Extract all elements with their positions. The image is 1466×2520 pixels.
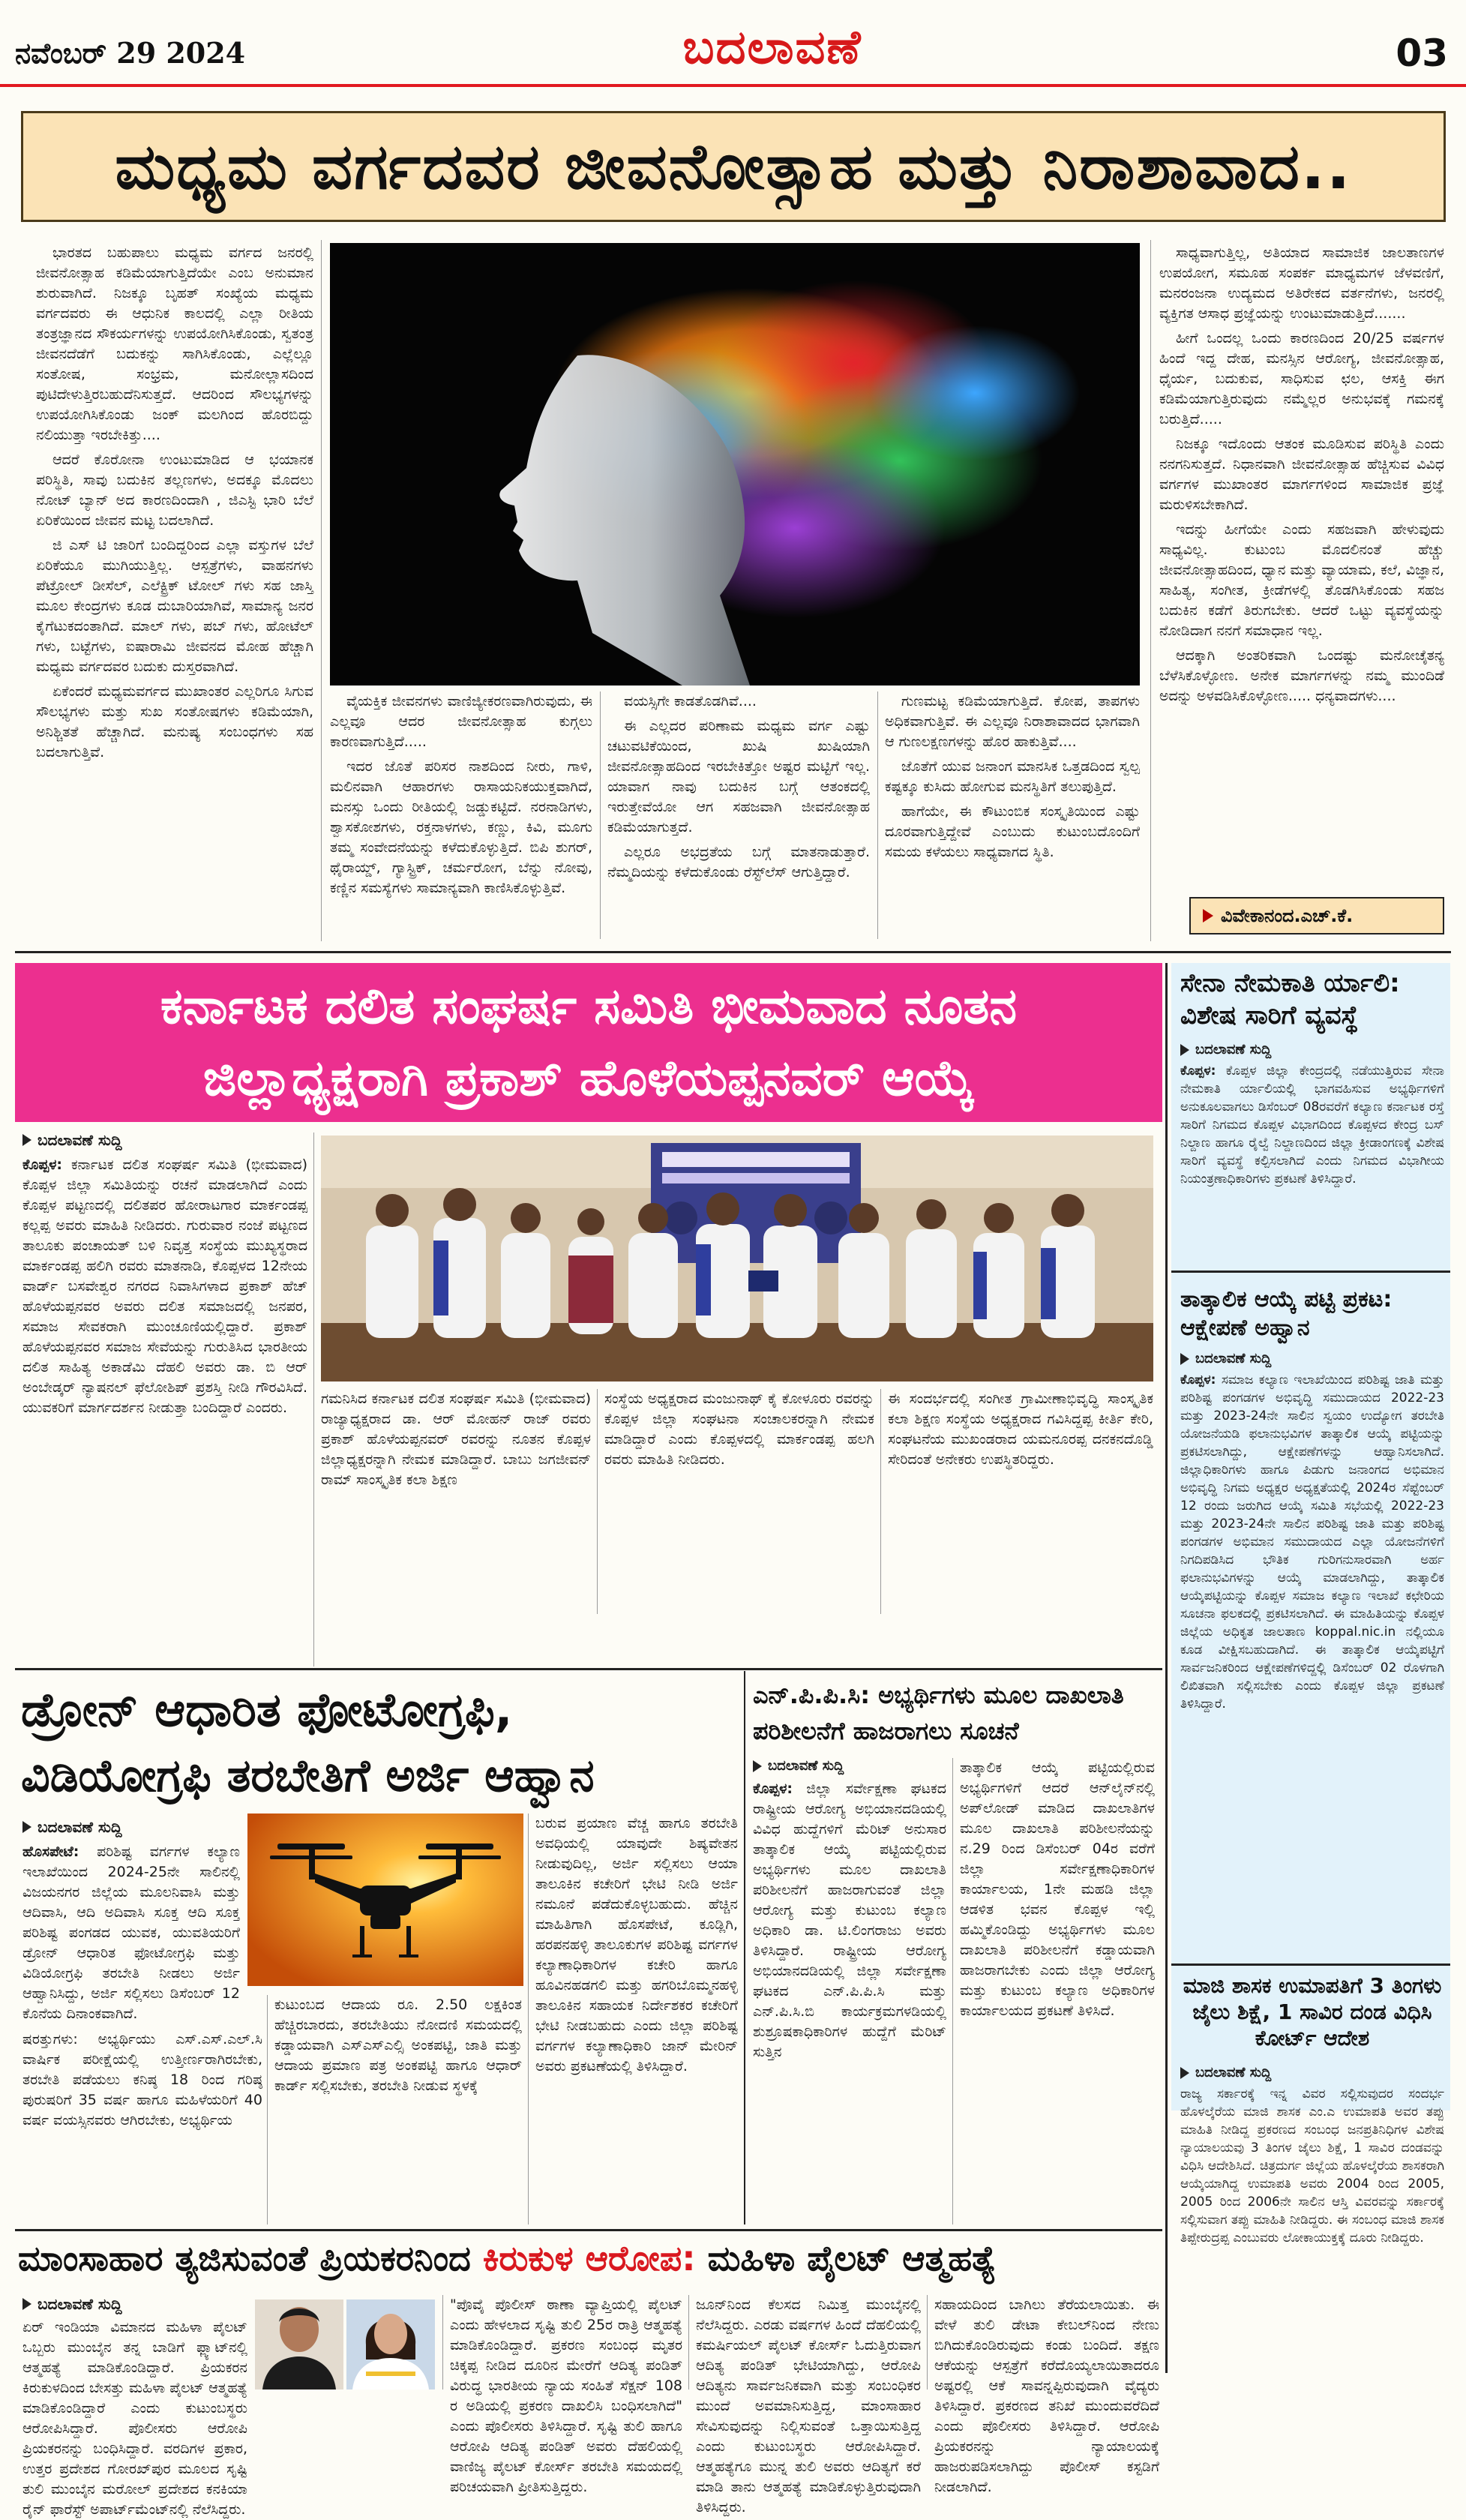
sidebar-story-3-body: ರಾಜ್ಯ ಸರ್ಕಾರಕ್ಕೆ ಇನ್ನ ವಿವರ ಸಲ್ಲಿಸುವುದರ ಸಂದರ್ಭ ಹೊಳಲ್ಕೆರೆಯ ಮಾಜಿ ಶಾಸಕ ಎಂ.ಎ ಉಮಾಪತಿ ಅವರ ತಪ್ಪು ಮಾಹಿತಿ ನೀಡಿದ್ದ ಪ್ರಕರಣದ ಸಂಬಂಧ ಜನಪ್ರತಿನಿಧಿಗಳ ವಿಶೇಷ ನ್ಯಾಯಾಲಯವು 3 ತಿಂಗಳ ಜೈಲು ಶಿಕ್ಷೆ, 1 ಸಾವಿರ ದಂಡವನ್ನು ವಿಧಿಸಿ ಆದೇಶಿಸಿದೆ. ಚಿತ್ರದುರ್ಗ ಜಿಲ್ಲೆಯ ಹೊಳಲ್ಕೆರೆಯ ಶಾಸಕರಾಗಿ ಆಯ್ಕೆಯಾಗಿದ್ದ ಉಮಾಪತಿ ಅವರು 2004 ರಿಂದ 2005, 2005 ರಿಂದ 2006ನೇ ಸಾಲಿನ ಆಸ್ತಿ ವಿವರವನ್ನು ಸರ್ಕಾರಕ್ಕೆ ಸಲ್ಲಿಸುವಾಗ ತಪ್ಪು ಮಾಹಿತಿ ನೀಡಿದ್ದರು. ಈ ಸಂಬಂಧ ಮಾಜಿ ಶಾಸಕ ತಿಪ್ಪೇರುದ್ರಪ್ಪ ಎಂಬುವರು ಲೋಕಾಯುಕ್ತಕ್ಕೆ ದೂರು ನೀಡಿದ್ದರು. <box>1180 2086 1444 2246</box>
column-rule <box>927 2295 928 2390</box>
pilot-headline <box>18 2238 1162 2280</box>
byline-triangle-icon <box>22 1821 31 1833</box>
page-number: 03 <box>1396 32 1448 75</box>
nppc-body-left: ಕೊಪ್ಪಳ: ಜಿಲ್ಲಾ ಸರ್ವೇಕ್ಷಣಾ ಘಟಕದ ರಾಷ್ಟ್ರೀಯ ಆರೋಗ್ಯ ಅಭಿಯಾನದಡಿಯಲ್ಲಿ ವಿವಿಧ ಹುದ್ದೆಗಳಿಗೆ ಮೆರಿಟ್ ಅನುಸಾರ ತಾತ್ಕಾಲಿಕ ಆಯ್ಕೆ ಪಟ್ಟಿಯಲ್ಲಿರುವ ಅಭ್ಯರ್ಥಿಗಳು ಮೂಲ ದಾಖಲಾತಿ ಪರಿಶೀಲನೆಗೆ ಹಾಜರಾಗುವಂತೆ ಜಿಲ್ಲಾ ಆರೋಗ್ಯ ಮತ್ತು ಕುಟುಂಬ ಕಲ್ಯಾಣ ಅಧಿಕಾರಿ ಡಾ. ಟಿ.ಲಿಂಗರಾಜು ಅವರು ತಿಳಿಸಿದ್ದಾರೆ. ರಾಷ್ಟ್ರೀಯ ಆರೋಗ್ಯ ಅಭಿಯಾನದಡಿಯಲ್ಲಿ ಜಿಲ್ಲಾ ಸರ್ವೇಕ್ಷಣಾ ಘಟಕದ ಎನ್.ಪಿ.ಪಿ.ಸಿ ಮತ್ತು ಎನ್.ಪಿ.ಸಿ.ಬಿ ಕಾರ್ಯಕ್ರಮಗಳಡಿಯಲ್ಲಿ ಶುಶ್ರೂಷಕಾಧಿಕಾರಿಗಳ ಹುದ್ದೆಗೆ ಮೆರಿಟ್ ಸುತ್ತಿನ <box>753 1780 946 2060</box>
drone-headline-line-1: ಡ್ರೋನ್ ಆಧಾರಿತ ಫೋಟೋಗ್ರಫಿ, <box>21 1682 513 1737</box>
lead-column-5: ಸಾಧ್ಯವಾಗುತ್ತಿಲ್ಲ, ಅತಿಯಾದ ಸಾಮಾಜಿಕ ಜಾಲತಾಣಗಳ ಉಪಯೋಗ, ಸಮೂಹ ಸಂಪರ್ಕ ಮಾಧ್ಯಮಗಳ ಜೆಳವಣಿಗೆ, ಮನರಂಜನಾ ಉದ್ಯಮದ ಅತಿರೇಕದ ವರ್ತನೆಗಳು, ಜನರಲ್ಲಿ ವ್ಯಕ್ತಿಗತ ಆಸಾಧ ಪ್ರಜ್ಞೆಯನ್ನು ಉಂಟುಮಾಡುತ್ತಿದೆ....... ಹೀಗೆ ಒಂದಲ್ಲ ಒಂದು ಕಾರಣದಿಂದ 20/25 ವರ್ಷಗಳ ಹಿಂದೆ ಇದ್ದ ದೇಹ, ಮನಸ್ಸಿನ ಆರೋಗ್ಯ, ಜೀವನೋತ್ಸಾಹ, ಧೈರ್ಯ, ಬದುಕುವ, ಸಾಧಿಸುವ ಛಲ, ಆಸಕ್ತಿ ಈಗ ಕಡಿಮೆಯಾಗುತ್ತಿರುವುದು ನಮ್ಮೆಲ್ಲರ ಅನುಭವಕ್ಕೆ ಗಮನಕ್ಕೆ ಬರುತ್ತಿದೆ..... ನಿಜಕ್ಕೂ ಇದೊಂದು ಆತಂಕ ಮೂಡಿಸುವ ಪರಿಸ್ಥಿತಿ ಎಂದು ನನಗನಿಸುತ್ತದೆ. ನಿಧಾನವಾಗಿ ಜೀವನೋತ್ಸಾಹ ಹೆಚ್ಚಿಸುವ ವಿವಿಧ ವರ್ಗಗಳ ಮುಖಾಂತರ ಮಾರ್ಗಗಳಿಂದ ಸಾಮಾಜಿಕ ಪ್ರಜ್ಞೆ ಮರುಳಿಸಬೇಕಾಗಿದೆ. ಇದನ್ನು ಹೀಗೆಯೇ ಎಂದು ಸಹಜವಾಗಿ ಹೇಳುವುದು ಸಾಧ್ಯವಿಲ್ಲ. ಕುಟುಂಬ ಮೊದಲಿನಂತೆ ಹೆಚ್ಚು ಜೀವನೋತ್ಸಾಹದಿಂದ, ಧ್ಯಾನ ಮತ್ತು ವ್ಯಾಯಾಮ, ಕಲೆ, ವಿಜ್ಞಾನ, ಸಾಹಿತ್ಯ, ಸಂಗೀತ, ಕ್ರೀಡೆಗಳಲ್ಲಿ ತೊಡಗಿಸಿಕೊಂಡು ಸಹಜ ಬದುಕಿನ ಕಡೆಗೆ ತಿರುಗಬೇಕು. ಆದರೆ ಒಟ್ಟು ವ್ಯವಸ್ಥೆಯನ್ನು ನೋಡಿದಾಗ ನನಗೆ ಸಮಾಧಾನ ಇಲ್ಲ. ಆದಕ್ಕಾಗಿ ಅಂತರಿಕವಾಗಿ ಒಂದಷ್ಟು ಮನೋಚೈತನ್ಯ ಬೆಳೆಸಿಕೊಳ್ಳೋಣ. ಅನೇಕ ಮಾರ್ಗಗಳನ್ನು ನಮ್ಮ ಮುಂದಿಡೆ ಅದನ್ನು ಅಳವಡಿಸಿಕೊಳ್ಳೋಣ..... ಧನ್ಯವಾದಗಳು.... <box>1159 244 1444 704</box>
nppc-headline-line-1: ಎನ್.ಪಿ.ಪಿ.ಸಿ: ಅಭ್ಯರ್ಥಿಗಳು ಮೂಲ ದಾಖಲಾತಿ <box>753 1681 1124 1709</box>
sidebar-story-1-byline: ಬದಲಾವಣೆ ಸುದ್ದಿ <box>1180 1042 1444 1058</box>
byline-triangle-icon <box>1180 1353 1189 1365</box>
column-rule <box>952 1758 953 2224</box>
dss-body-right: ಈ ಸಂದರ್ಭದಲ್ಲಿ ಸಂಗೀತ ಗ್ರಾಮೀಣಾಭಿವೃದ್ಧಿ ಸಾಂಸ್ಕೃತಿಕ ಕಲಾ ಶಿಕ್ಷಣ ಸಂಸ್ಥೆಯ ಅಧ್ಯಕ್ಷರಾದ ಗವಿಸಿದ್ದಪ್ಪ ಕೀರ್ತಿ ಕೇರಿ, ಸಂಘಟನೆಯ ಮುಖಂಡರಾದ ಯಮನೂರಪ್ಪ ದನಕನದೊಡ್ಡಿ ಸೇರಿದಂತೆ ಅನೇಕರು ಉಪಸ್ಥಿತರಿದ್ದರು. <box>888 1390 1153 1468</box>
nppc-body-right: ತಾತ್ಕಾಲಿಕ ಆಯ್ಕೆ ಪಟ್ಟಿಯಲ್ಲಿರುವ ಅಭ್ಯರ್ಥಿಗಳಿಗೆ ಆದರೆ ಆನ್‌ಲೈನ್‌ನಲ್ಲಿ ಅಪ್‌ಲೋಡ್ ಮಾಡಿದ ದಾಖಲಾತಿಗಳ ಮೂಲ ದಾಖಲಾತಿ ಪರಿಶೀಲನೆಯನ್ನು ನ.29 ರಿಂದ ಡಿಸೆಂಬರ್ 04ರ ವರೆಗೆ ಜಿಲ್ಲಾ ಸರ್ವೇಕ್ಷಣಾಧಿಕಾರಿಗಳ ಕಾರ್ಯಾಲಯ, 1ನೇ ಮಹಡಿ ಜಿಲ್ಲಾ ಆಡಳಿತ ಭವನ ಕೊಪ್ಪಳ ಇಲ್ಲಿ ಹಮ್ಮಿಕೊಂಡಿದ್ದು ಅಭ್ಯರ್ಥಿಗಳು ಮೂಲ ದಾಖಲಾತಿ ಪರಿಶೀಲನೆಗೆ ಕಡ್ಡಾಯವಾಗಿ ಹಾಜರಾಗಬೇಕು ಎಂದು ಜಿಲ್ಲಾ ಆರೋಗ್ಯ ಮತ್ತು ಕುಟುಂಬ ಕಲ್ಯಾಣ ಅಧಿಕಾರಿಗಳ ಕಾರ್ಯಾಲಯದ ಪ್ರಕಟಣೆ ತಿಳಿಸಿದೆ. <box>960 1760 1155 2019</box>
drone-photo <box>247 1814 523 1986</box>
dss-body-mid: ಗಮನಿಸಿದ ಕರ್ನಾಟಕ ದಲಿತ ಸಂಘರ್ಷ ಸಮಿತಿ (ಭೀಮವಾದ) ರಾಜ್ಯಾಧ್ಯಕ್ಷರಾದ ಡಾ. ಆರ್ ಮೋಹನ್ ರಾಜ್ ರವರು ಪ್ರಕಾಶ್ ಹೊಳೆಯಪ್ಪನವರ್ ರವರನ್ನು ನೂತನ ಕೊಪ್ಪಳ ಜಿಲ್ಲಾಧ್ಯಕ್ಷರನ್ನಾಗಿ ನೇಮಕ ಮಾಡಿದ್ದಾರೆ. ಬಾಬು ಜಗಜೀವನ್ ರಾಮ್ ಸಾಂಸ್ಕೃತಿಕ ಕಲಾ ಶಿಕ್ಷಣ <box>321 1390 591 1488</box>
column-rule <box>313 1132 314 1666</box>
pilot-byline: ಬದಲಾವಣೆ ಸುದ್ದಿ <box>22 2295 122 2313</box>
column-rule <box>528 1814 529 2224</box>
sidebar-story-3-byline: ಬದಲಾವಣೆ ಸುದ್ದಿ <box>1180 2065 1444 2080</box>
lead-photo-mind-colors <box>330 243 1140 686</box>
author-triangle-icon <box>1203 909 1213 922</box>
drone-body-mid: ಕುಟುಂಬದ ಆದಾಯ ರೂ. 2.50 ಲಕ್ಷಕಿಂತ ಹೆಚ್ಚಿರಬಾರದು, ತರಬೇತಿಯು ನೋದಣಿ ಸಮಯದಲ್ಲಿ ಕಡ್ಡಾಯವಾಗಿ ಎಸ್ಎಸ್ಎಲ್ಸಿ ಅಂಕಪಟ್ಟಿ, ಜಾತಿ ಮತ್ತು ಆದಾಯ ಪ್ರಮಾಣ ಪತ್ರ ಅಂಕಪಟ್ಟಿ ಹಾಗೂ ಆಧಾರ್ ಕಾರ್ಡ್ ಸಲ್ಲಿಸಬೇಕು, ತರಬೇತಿ ನೀಡುವ ಸ್ಥಳಕ್ಕೆ <box>274 1996 522 2094</box>
sidebar-story-2-byline: ಬದಲಾವಣೆ ಸುದ್ದಿ <box>1180 1351 1444 1366</box>
sidebar-story-1 <box>1180 968 1444 1250</box>
page-header <box>0 0 1466 88</box>
pilot-headline-part-a: ಮಾಂಸಾಹಾರ ತ್ಯಜಿಸುವಂತೆ ಪ್ರಿಯಕರನಿಂದ <box>18 2238 483 2278</box>
masthead-logo: ಬದಲಾವಣೆ <box>682 20 862 74</box>
column-rule <box>877 692 878 939</box>
pilot-photo-victim <box>346 2300 435 2390</box>
sidebar-story-2-headline: ತಾತ್ಕಾಲಿಕ ಆಯ್ಕೆ ಪಟ್ಟಿ ಪ್ರಕಟ: ಆಕ್ಷೇಪಣೆ ಅಹ್ವಾನ <box>1180 1286 1393 1341</box>
column-rule <box>688 2295 689 2390</box>
sidebar-divider <box>1171 1964 1450 1966</box>
column-rule <box>600 692 601 939</box>
byline-triangle-icon <box>22 2298 31 2310</box>
drone-headline-line-2: ವಿಡಿಯೋಗ್ರಫಿ ತರಬೇತಿಗೆ ಅರ್ಜಿ ಆಹ್ವಾನ <box>21 1750 595 1802</box>
section-divider <box>15 2229 1162 2231</box>
sidebar-story-3-headline: ಮಾಜಿ ಶಾಸಕ ಉಮಾಪತಿಗೆ 3 ತಿಂಗಳು ಜೈಲು ಶಿಕ್ಷೆ, 1 ಸಾವಿರ ದಂಡ ವಿಧಿಸಿ ಕೋರ್ಟ್ ಆದೇಶ <box>1183 1973 1442 2050</box>
nppc-byline: ಬದಲಾವಣೆ ಸುದ್ದಿ <box>753 1758 844 1774</box>
column-rule <box>597 1389 598 1614</box>
drone-byline: ಬದಲಾವಣೆ ಸುದ್ದಿ <box>22 1818 122 1836</box>
pilot-body-left: ಏರ್ ಇಂಡಿಯಾ ವಿಮಾನದ ಮಹಿಳಾ ಪೈಲಟ್ ಒಬ್ಬರು ಮುಂಬೈನ ತನ್ನ ಬಾಡಿಗೆ ಫ್ಲ್ಯಾಟ್‌ನಲ್ಲಿ ಆತ್ಮಹತ್ಯೆ ಮಾಡಿಕೊಂಡಿದ್ದಾರೆ. ಪ್ರಿಯಕರನ ಕಿರುಕುಳದಿಂದ ಬೇಸತ್ತು ಮಹಿಳಾ ಪೈಲಟ್ ಆತ್ಮಹತ್ಯೆ ಮಾಡಿಕೊಂಡಿದ್ದಾರೆ ಎಂದು ಕುಟುಂಬಸ್ಥರು ಆರೋಪಿಸಿದ್ದಾರೆ. ಪೊಲೀಸರು ಆರೋಪಿ ಪ್ರಿಯಕರನನ್ನು ಬಂಧಿಸಿದ್ದಾರೆ. ವರದಿಗಳ ಪ್ರಕಾರ, ಉತ್ತರ ಪ್ರದೇಶದ ಗೋರಖ್‌ಪುರ ಮೂಲದ ಸೃಷ್ಟಿ ತುಲಿ ಮುಂಬೈನ ಮರೋಲ್ ಪ್ರದೇಶದ ಕನಕಿಯಾ ರೈನ್ ಫಾರೆಸ್ಟ್ ಅಪಾರ್ಟ್‌ಮೆಂಟ್‌ನಲ್ಲಿ ನೆಲೆಸಿದ್ದರು. <box>22 2319 247 2518</box>
dss-body-mid-2: ಸಂಸ್ಥೆಯ ಅಧ್ಯಕ್ಷರಾದ ಮಂಜುನಾಥ್ ಕೈ ಕೋಳೂರು ರವರನ್ನು ಕೊಪ್ಪಳ ಜಿಲ್ಲಾ ಸಂಘಟನಾ ಸಂಚಾಲಕರನ್ನಾಗಿ ನೇಮಕ ಮಾಡಿದ್ದಾರೆ ಎಂದು ಕೊಪ್ಪಳದಲ್ಲಿ ಮಾರ್ಕಂಡಪ್ಪ ಹಲಗಿ ರವರು ಮಾಹಿತಿ ನೀಡಿದರು. <box>604 1390 874 1468</box>
author-credit <box>1189 897 1444 934</box>
byline-triangle-icon <box>1180 1044 1189 1056</box>
column-rule <box>321 240 322 941</box>
dss-body-left: ಕೊಪ್ಪಳ: ಕರ್ನಾಟಕ ದಲಿತ ಸಂಘರ್ಷ ಸಮಿತಿ (ಭೀಮವಾದ) ಕೊಪ್ಪಳ ಜಿಲ್ಲಾ ಸಮಿತಿಯನ್ನು ರಚನೆ ಮಾಡಲಾಗಿದೆ ಎಂದು ಕೊಪ್ಪಳ ಪಟ್ಟಣದಲ್ಲಿ ದಲಿತಪರ ಹೋರಾಟಗಾರ ಮಾರ್ಕಂಡಪ್ಪ ಕಲ್ಲಪ್ಪ ಅವರು ಮಾಹಿತಿ ನೀಡಿದರು. ಗುರುವಾರ ನಂಜೆ ಪಟ್ಟಣದ ತಾಲೂಕು ಪಂಚಾಯತ್ ಬಳಿ ನಿವೃತ್ತ ಸಂಸ್ಥೆಯ ಮುಖ್ಯಸ್ಥರಾದ ಮಾರ್ಕಂಡಪ್ಪ ಹಲಿಗಿ ರವರು ಮಾತನಾಡಿ, ಕೊಪ್ಪಳದ 12ನೇಯ ವಾರ್ಡ್ ಬಸವೇಶ್ವರ ನಗರದ ನಿವಾಸಿಗಳಾದ ಪ್ರಕಾಶ್ ಹೆಚ್ ಹೊಳೆಯಪ್ಪನವರ ಅವರು ದಲಿತ ಸಮಾಜದಲ್ಲಿ ಜನಪರ, ಸಮಾಜ ಸೇವಕರಾಗಿ ಮುಂಚೂಣಿಯಲ್ಲಿದ್ದಾರೆ. ಪ್ರಕಾಶ್ ಹೊಳೆಯಪ್ಪನವರ ಸಮಾಜ ಸೇವೆಯನ್ನು ಗುರುತಿಸಿದ ಭಾರತೀಯ ದಲಿತ ಸಾಹಿತ್ಯ ಅಕಾಡೆಮಿ ದೆಹಲಿ ಅವರು ಡಾ. ಬಿ ಆರ್ ಅಂಬೇಡ್ಕರ್ ನ್ಯಾಷನಲ್ ಫೆಲೋಶಿಪ್ ಪ್ರಶಸ್ತಿ ನೀಡಿ ಗೌರವಿಸಿದೆ. ಯುವಕರಿಗೆ ಮಾರ್ಗದರ್ಶನ ನೀಡುತ್ತಾ ಬಂದಿದ್ದಾರೆ ಎಂದರು. <box>22 1156 307 1416</box>
sidebar-story-1-body: ಕೊಪ್ಪಳ: ಕೊಪ್ಪಳ ಜಿಲ್ಲಾ ಕೇಂದ್ರದಲ್ಲಿ ನಡೆಯುತ್ತಿರುವ ಸೇನಾ ನೇಮಕಾತಿ ರ್ಯಾಲಿಯಲ್ಲಿ ಭಾಗವಹಿಸುವ ಅಭ್ಯರ್ಥಿಗಳಿಗೆ ಅನುಕೂಲವಾಗಲು ಡಿಸೆಂಬರ್ 08ರವರೆಗೆ ಕಲ್ಯಾಣ ಕರ್ನಾಟಕ ರಸ್ತೆ ಸಾರಿಗೆ ನಿಗಮದ ಕೊಪ್ಪಳ ವಿಭಾಗದಿಂದ ಕೊಪ್ಪಳದ ಕೇಂದ್ರ ಬಸ್ ನಿಲ್ದಾಣ ಹಾಗೂ ರೈಲ್ವೆ ನಿಲ್ದಾಣದಿಂದ ಜಿಲ್ಲಾ ಕ್ರೀಡಾಂಗಣಕ್ಕೆ ವಿಶೇಷ ಸಾರಿಗೆ ವ್ಯವಸ್ಥೆ ಕಲ್ಪಿಸಲಾಗಿದೆ ಎಂದು ನಿಗಮದ ವಿಭಾಗೀಯ ನಿಯಂತ್ರಣಾಧಿಕಾರಿಗಳು ಪ್ರಕಟಣೆ ತಿಳಿಸಿದ್ದಾರೆ. <box>1180 1064 1444 1186</box>
dss-headline-line-1: ಕರ್ನಾಟಕ ದಲಿತ ಸಂಘರ್ಷ ಸಮಿತಿ ಭೀಮವಾದ ನೂತನ <box>160 977 1018 1035</box>
woman-pilot-portrait-illustration <box>346 2300 435 2390</box>
byline-triangle-icon <box>22 1134 31 1146</box>
sidebar-story-1-headline: ಸೇನಾ ನೇಮಕಾತಿ ರ್ಯಾಲಿ: ವಿಶೇಷ ಸಾರಿಗೆ ವ್ಯವಸ್ಥೆ <box>1180 968 1400 1030</box>
sidebar-story-2-body: ಕೊಪ್ಪಳ: ಸಮಾಜ ಕಲ್ಯಾಣ ಇಲಾಖೆಯಿಂದ ಪರಿಶಿಷ್ಟ ಜಾತಿ ಮತ್ತು ಪರಿಶಿಷ್ಟ ಪಂಗಡಗಳ ಅಭಿವೃದ್ಧಿ ಸಮುದಾಯದ 2022-23 ಮತ್ತು 2023-24ನೇ ಸಾಲಿನ ಸ್ವಯಂ ಉದ್ಯೋಗ ತರಬೇತಿ ಯೋಜನೆಯಡಿ ಫಲಾನುಭವಿಗಳ ತಾತ್ಕಾಲಿಕ ಆಯ್ಕೆ ಪಟ್ಟಿಯನ್ನು ಪ್ರಕಟಿಸಲಾಗಿದ್ದು, ಆಕ್ಷೇಪಣೆಗಳನ್ನು ಆಹ್ವಾನಿಸಲಾಗಿದೆ. ಜಿಲ್ಲಾಧಿಕಾರಿಗಳು ಹಾಗೂ ಪಿಡುಗು ಜನಾಂಗದ ಅಭಿಮಾನ ಅಭಿವೃದ್ಧಿ ನಿಗಮ ಅಧ್ಯಕ್ಷರ ಅಧ್ಯಕ್ಷತೆಯಲ್ಲಿ 2024ರ ಸೆಪ್ಟೆಂಬರ್ 12 ರಂದು ಜರುಗಿದ ಆಯ್ಕೆ ಸಮಿತಿ ಸಭೆಯಲ್ಲಿ 2022-23 ಮತ್ತು 2023-24ನೇ ಸಾಲಿನ ಪರಿಶಿಷ್ಟ ಜಾತಿ ಮತ್ತು ಪರಿಶಿಷ್ಟ ಪಂಗಡಗಳ ಅಭಿಮಾನ ಸಮುದಾಯದ ಎಲ್ಲಾ ಯೋಜನೆಗಳಿಗೆ ನಿಗದಿಪಡಿಸಿದ ಭೌತಿಕ ಗುರಿಗನುಸಾರವಾಗಿ ಅರ್ಹ ಫಲಾನುಭವಿಗಳನ್ನು ಆಯ್ಕೆ ಮಾಡಲಾಗಿದ್ದು, ತಾತ್ಕಾಲಿಕ ಆಯ್ಕೆಪಟ್ಟಿಯನ್ನು ಕೊಪ್ಪಳ ಸಮಾಜ ಕಲ್ಯಾಣ ಇಲಾಖೆ ಕಛೇರಿಯ ಸೂಚನಾ ಫಲಕದಲ್ಲಿ ಪ್ರಕಟಿಸಲಾಗಿದೆ. ಈ ಮಾಹಿತಿಯನ್ನು ಕೊಪ್ಪಳ ಜಿಲ್ಲೆಯ ಅಧಿಕೃತ ಜಾಲತಾಣ koppal.nic.in ನಲ್ಲಿಯೂ ಕೂಡ ವೀಕ್ಷಿಸಬಹುದಾಗಿದೆ. ಈ ತಾತ್ಕಾಲಿಕ ಆಯ್ಕೆಪಟ್ಟಿಗೆ ಸಾರ್ವಜನಿಕರಿಂದ ಆಕ್ಷೇಪಣೆಗಳಿದ್ದಲ್ಲಿ ಡಿಸೆಂಬರ್ 02 ರೊಳಗಾಗಿ ಲಿಖಿತವಾಗಿ ಸಲ್ಲಿಸಬೇಕು ಎಂದು ಕೊಪ್ಪಳ ಜಿಲ್ಲಾ ಪ್ರಕಟಣೆ ತಿಳಿಸಿದ್ದಾರೆ. <box>1180 1372 1444 1712</box>
pilot-headline-part-c: ಮಹಿಳಾ ಪೈಲಟ್ ಆತ್ಮಹತ್ಯೆ <box>695 2238 997 2278</box>
column-rule <box>1150 240 1151 941</box>
issue-date: ನವೆಂಬರ್ 29 2024 <box>15 36 246 70</box>
drone-sunset-illustration <box>247 1814 523 1986</box>
pilot-body-col-2: "ಪೊವೈ ಪೊಲೀಸ್ ಠಾಣಾ ವ್ಯಾಪ್ತಿಯಲ್ಲಿ ಪೈಲಟ್ ಎಂದು ಹೇಳಲಾದ ಸೃಷ್ಟಿ ತುಲಿ 25ರ ರಾತ್ರಿ ಆತ್ಮಹತ್ಯೆ ಮಾಡಿಕೊಂಡಿದ್ದಾರೆ. ಪ್ರಕರಣ ಸಂಬಂಧ ಮೃತರ ಚಿಕ್ಕಪ್ಪ ನೀಡಿದ ದೂರಿನ ಮೇರೆಗೆ ಆದಿತ್ಯ ಪಂಡಿತ್ ವಿರುದ್ಧ ಭಾರತೀಯ ನ್ಯಾಯ ಸಂಹಿತೆ ಸೆಕ್ಷನ್ 108 ರ ಅಡಿಯಲ್ಲಿ ಪ್ರಕರಣ ದಾಖಲಿಸಿ ಬಂಧಿಸಲಾಗಿದೆ" ಎಂದು ಪೊಲೀಸರು ತಿಳಿಸಿದ್ದಾರೆ. ಸೃಷ್ಟಿ ತುಲಿ ಹಾಗೂ ಆರೋಪಿ ಆದಿತ್ಯ ಪಂಡಿತ್ ಅವರು ದೆಹಲಿಯಲ್ಲಿ ವಾಣಿಜ್ಯ ಪೈಲಟ್ ಕೋರ್ಸ್ ತರಬೇತಿ ಸಮಯದಲ್ಲಿ ಪರಿಚಯವಾಗಿ ಪ್ರೀತಿಸುತ್ತಿದ್ದರು. <box>450 2296 682 2495</box>
sidebar-story-2 <box>1180 1286 1444 1986</box>
drone-body-right: ಬರುವ ಪ್ರಯಾಣ ವೆಚ್ಚ ಹಾಗೂ ತರಬೇತಿ ಅವಧಿಯಲ್ಲಿ ಯಾವುದೇ ಶಿಷ್ಯವೇತನ ನೀಡುವುದಿಲ್ಲ, ಅರ್ಜಿ ಸಲ್ಲಿಸಲು ಆಯಾ ತಾಲೂಕಿನ ಕಚೇರಿಗೆ ಭೇಟಿ ನೀಡಿ ಅರ್ಜಿ ನಮೂನೆ ಪಡೆದುಕೊಳ್ಳಬಹುದು. ಹೆಚ್ಚಿನ ಮಾಹಿತಿಗಾಗಿ ಹೊಸಪೇಟೆ, ಕೂಡ್ಲಿಗಿ, ಹರಪನಹಳ್ಳಿ ತಾಲೂಕುಗಳ ಪರಿಶಿಷ್ಟ ವರ್ಗಗಳ ಕಲ್ಯಾಣಾಧಿಕಾರಿಗಳ ಕಚೇರಿ ಹಾಗೂ ಹೂವಿನಹಡಗಲಿ ಮತ್ತು ಹಗರಿಬೊಮ್ಮನಹಳ್ಳಿ ತಾಲೂಕಿನ ಸಹಾಯಕ ನಿರ್ದೇಶಕರ ಕಚೇರಿಗೆ ಭೇಟಿ ನೀಡಬಹುದು ಎಂದು ಜಿಲ್ಲಾ ಪರಿಶಿಷ್ಟ ವರ್ಗಗಳ ಕಲ್ಯಾಣಾಧಿಕಾರಿ ಜಾನ್ ಮೇರಿನ್ ಅವರು ಪ್ರಕಟಣೆಯಲ್ಲಿ ತಿಳಿಸಿದ್ದಾರೆ. <box>535 1815 738 2074</box>
column-rule <box>267 1995 268 2224</box>
nppc-left-rule <box>744 1671 745 2224</box>
column-rule <box>880 1389 881 1614</box>
dss-headline-line-2: ಜಿಲ್ಲಾಧ್ಯಕ್ಷರಾಗಿ ಪ್ರಕಾಶ್ ಹೊಳೆಯಪ್ಪನವರ್ ಆಯ್ಕೆ <box>202 1049 975 1107</box>
dss-byline: ಬದಲಾವಣೆ ಸುದ್ದಿ <box>22 1131 122 1149</box>
pilot-body-col-3: ಜೂನ್‌ನಿಂದ ಕೆಲಸದ ನಿಮಿತ್ತ ಮುಂಬೈನಲ್ಲಿ ನೆಲೆಸಿದ್ದರು. ಎರಡು ವರ್ಷಗಳ ಹಿಂದೆ ದೆಹಲಿಯಲ್ಲಿ ಕಮರ್ಷಿಯಲ್ ಪೈಲಟ್ ಕೋರ್ಸ್ ಓದುತ್ತಿರುವಾಗ ಆದಿತ್ಯ ಪಂಡಿತ್ ಭೇಟಿಯಾಗಿದ್ದು, ಆರೋಪಿ ಆದಿತ್ಯನು ಸಾರ್ವಜನಿಕವಾಗಿ ಮತ್ತು ಸಂಬಂಧಿಕರ ಮುಂದೆ ಅವಮಾನಿಸುತ್ತಿದ್ದ, ಮಾಂಸಾಹಾರ ಸೇವಿಸುವುದನ್ನು ನಿಲ್ಲಿಸುವಂತೆ ಒತ್ತಾಯಿಸುತ್ತಿದ್ದ ಎಂದು ಕುಟುಂಬಸ್ಥರು ಆರೋಪಿಸಿದ್ದಾರೆ. ಆತ್ಮಹತ್ಯೆಗೂ ಮುನ್ನ ತುಲಿ ಅವರು ಆದಿತ್ಯಗೆ ಕರೆ ಮಾಡಿ ತಾನು ಆತ್ಮಹತ್ಯೆ ಮಾಡಿಕೊಳ್ಳುತ್ತಿರುವುದಾಗಿ ತಿಳಿಸಿದ್ದರು. <box>696 2296 921 2516</box>
dss-group-photo <box>321 1136 1153 1382</box>
head-silhouette-illustration <box>330 243 1140 686</box>
lead-column-2: ವೈಯಕ್ತಿಕ ಜೀವನಗಳು ವಾಣಿಜ್ಯೀಕರಣವಾಗಿರುವುದು, ಈ ಎಲ್ಲವೂ ಆದರ ಜೀವನೋತ್ಸಾಹ ಕುಗ್ಗಲು ಕಾರಣವಾಗುತ್ತಿದೆ..... ಇದರ ಜೊತೆ ಪರಿಸರ ನಾಶದಿಂದ ನೀರು, ಗಾಳಿ, ಮಲಿನವಾಗಿ ಆಹಾರಗಳು ರಾಸಾಯನಿಕಯುಕ್ತವಾಗಿದೆ, ಮನಸ್ಸು ಒಂದು ರೀತಿಯಲ್ಲಿ ಜಡ್ಡುಕಟ್ಟಿದೆ. ನರನಾಡಿಗಳು, ಶ್ವಾಸಕೋಶಗಳು, ರಕ್ತನಾಳಗಳು, ಕಣ್ಣು, ಕಿವಿ, ಮೂಗು ತಮ್ಮ ಸಂವೇದನೆಯನ್ನು ಕಳೆದುಕೊಳ್ಳುತ್ತಿದೆ. ಬಿಪಿ ಶುಗರ್, ಥೈರಾಯ್ಡ್, ಗ್ಯಾಸ್ಟ್ರಿಕ್, ಚರ್ಮರೋಗ, ಬೆನ್ನು ನೋವು, ಕಣ್ಣಿನ ಸಮಸ್ಯೆಗಳು ಸಾಮಾನ್ಯವಾಗಿ ಕಾಣಿಸಿಕೊಳ್ಳುತ್ತಿವೆ. <box>330 693 592 896</box>
column-rule <box>442 2295 443 2390</box>
section-divider <box>15 951 1451 953</box>
pilot-headline-part-b: ಕಿರುಕುಳ ಆರೋಪ: <box>482 2238 696 2278</box>
section-divider <box>15 1668 1162 1670</box>
dss-headline-banner <box>15 963 1162 1122</box>
header-rule <box>0 84 1466 87</box>
group-photo-illustration <box>321 1136 1153 1382</box>
lead-headline: ಮಧ್ಯಮ ವರ್ಗದವರ ಜೀವನೋತ್ಸಾಹ ಮತ್ತು ನಿರಾಶಾವಾದ.. <box>115 129 1352 203</box>
sidebar-story-3 <box>1180 1972 1444 2332</box>
lead-column-4: ಗುಣಮಟ್ಟ ಕಡಿಮೆಯಾಗುತ್ತಿದೆ. ಕೋಪ, ತಾಪಗಳು ಅಧಿಕವಾಗುತ್ತಿವೆ. ಈ ಎಲ್ಲವೂ ನಿರಾಶಾವಾದದ ಭಾಗವಾಗಿ ಆ ಗುಣಲಕ್ಷಣಗಳನ್ನು ಹೊರ ಹಾಕುತ್ತಿವೆ.... ಜೊತೆಗೆ ಯುವ ಜನಾಂಗ ಮಾನಸಿಕ ಒತ್ತಡದಿಂದ ಸ್ವಲ್ಪ ಕಷ್ಟಕ್ಕೂ ಕುಸಿದು ಹೋಗುವ ಮನಸ್ಥಿತಿಗೆ ತಲುಪುತ್ತಿದೆ. ಹಾಗೆಯೇ, ಈ ಕೌಟುಂಬಿಕ ಸಂಸ್ಕೃತಿಯಿಂದ ಎಷ್ಟು ದೂರವಾಗುತ್ತಿದ್ದೇವೆ ಎಂಬುದು ಕುಟುಂಬದೊಂದಿಗೆ ಸಮಯ ಕಳೆಯಲು ಸಾಧ್ಯವಾಗದ ಸ್ಥಿತಿ. <box>885 693 1140 860</box>
sidebar-left-rule <box>1165 963 1168 2373</box>
pilot-body-col-4: ಸಹಾಯದಿಂದ ಬಾಗಿಲು ತೆರೆಯಲಾಯಿತು. ಈ ವೇಳೆ ತುಲಿ ಡೇಟಾ ಕೇಬಲ್‌ನಿಂದ ನೇಣು ಬಿಗಿದುಕೊಂಡಿರುವುದು ಕಂಡು ಬಂದಿದೆ. ತಕ್ಷಣ ಆಕೆಯನ್ನು ಆಸ್ಪತ್ರೆಗೆ ಕರೆದೊಯ್ಯಲಾಯಿತಾದರೂ ಅಷ್ಟರಲ್ಲಿ ಆಕೆ ಸಾವನ್ನಪ್ಪಿರುವುದಾಗಿ ವೈದ್ಯರು ತಿಳಿಸಿದ್ದಾರೆ. ಪ್ರಕರಣದ ತನಿಖೆ ಮುಂದುವರೆದಿದೆ ಎಂದು ಪೊಲೀಸರು ತಿಳಿಸಿದ್ದಾರೆ. ಆರೋಪಿ ಪ್ರಿಯಕರನನ್ನು ನ್ಯಾಯಾಲಯಕ್ಕೆ ಹಾಜರುಪಡಿಸಲಾಗಿದ್ದು ಪೊಲೀಸ್ ಕಸ್ಟಡಿಗೆ ನೀಡಲಾಗಿದೆ. <box>934 2296 1159 2495</box>
drone-body-left: ಹೊಸಪೇಟೆ: ಪರಿಶಿಷ್ಟ ವರ್ಗಗಳ ಕಲ್ಯಾಣ ಇಲಾಖೆಯಿಂದ 2024-25ನೇ ಸಾಲಿನಲ್ಲಿ ವಿಜಯನಗರ ಜಿಲ್ಲೆಯ ಮೂಲನಿವಾಸಿ ಮತ್ತು ಆದಿವಾಸಿ, ಆದಿ ಅದಿವಾಸಿ ಸೂಕ್ತ ಆದಿ ಸೂಕ್ತ ಪರಿಶಿಷ್ಟ ಪಂಗಡದ ಯುವಕ, ಯುವತಿಯರಿಗೆ ಡ್ರೋನ್ ಆಧಾರಿತ ಫೋಟೋಗ್ರಫಿ ಮತ್ತು ವಿಡಿಯೋಗ್ರಫಿ ತರಬೇತಿ ನೀಡಲು ಅರ್ಜಿ ಆಹ್ವಾನಿಸಿದ್ದು, ಅರ್ಜಿ ಸಲ್ಲಿಸಲು ಡಿಸೆಂಬರ್ 12 ಕೊನೆಯ ದಿನಾಂಕವಾಗಿದೆ. <box>22 1844 240 2022</box>
pilot-photo-accused <box>255 2300 343 2390</box>
drone-headline <box>21 1677 741 1809</box>
byline-triangle-icon <box>753 1760 762 1772</box>
lead-column-1: ಭಾರತದ ಬಹುಪಾಲು ಮಧ್ಯಮ ವರ್ಗದ ಜನರಲ್ಲಿ ಜೀವನೋತ್ಸಾಹ ಕಡಿಮೆಯಾಗುತ್ತಿದೆಯೇ ಎಂಬ ಅನುಮಾನ ಶುರುವಾಗಿದೆ. ನಿಜಕ್ಕೂ ಬೃಹತ್ ಸಂಖ್ಯೆಯ ಮಧ್ಯಮ ವರ್ಗದವರು ಈ ಆಧುನಿಕ ಕಾಲದಲ್ಲಿ ಎಲ್ಲಾ ರೀತಿಯ ತಂತ್ರಜ್ಞಾನದ ಸೌಕರ್ಯಗಳನ್ನು ಉಪಯೋಗಿಸಿಕೊಂಡು, ಸ್ವತಂತ್ರ ಜೀವನದೆಡೆಗೆ ಬದುಕನ್ನು ಸಾಗಿಸಿಕೊಂಡು, ಎಲ್ಲೆಲ್ಲೂ ಸಂತೋಷ, ಸಂಭ್ರಮ, ಮನೋಲ್ಲಾಸದಿಂದ ಪುಟಿದೇಳುತ್ತಿರಬಹುದೆನಿಸುತ್ತದೆ. ಆದರಿಂದ ಸೌಲಭ್ಯಗಳನ್ನು ಉಪಯೋಗಿಸಿಕೊಂಡು ಜಂಕ್ ಮಲಗಿಂದ ಹೊರಬಿದ್ದು ನಲಿಯುತ್ತಾ ಇರಬೇಕಿತ್ತು.... ಆದರೆ ಕೊರೋನಾ ಉಂಟುಮಾಡಿದ ಆ ಭಯಾನಕ ಪರಿಸ್ಥಿತಿ, ಸಾವು ಬದುಕಿನ ತಲ್ಲಣಗಳು, ಅದಕ್ಕೂ ಮೊದಲು ನೋಟ್ ಬ್ಯಾನ್ ಅದ ಕಾರಣದಿಂದಾಗಿ , ಜಿಎಸ್ಟಿ ಭಾರಿ ಬೆಲೆ ಏರಿಕೆಯಿಂದ ಜೀವನ ಮಟ್ಟ ಬದಲಾಗಿದೆ. ಜಿ ಎಸ್ ಟಿ ಜಾರಿಗೆ ಬಂದಿದ್ದರಿಂದ ಎಲ್ಲಾ ವಸ್ತುಗಳ ಬೆಲೆ ಏರಿಕೆಯೂ ಮುಗಿಯುತ್ತಿಲ್ಲ. ಆಸ್ಪತ್ರೆಗಳು, ವಾಹನಗಳು ಪೆಟ್ರೋಲ್ ಡೀಸೆಲ್, ಎಲೆಕ್ಟ್ರಿಕ್ ಟೋಲ್ ಗಳು ಸಹ ಜಾಸ್ತಿ ಮೂಲ ಕೇಂದ್ರಗಳು ಕೂಡ ದುಬಾರಿಯಾಗಿವೆ, ಸಾಮಾನ್ಯ ಜನರ ಕೈಗೆಟುಕದಂತಾಗಿದೆ. ಮಾಲ್ ಗಳು, ಪಬ್ ಗಳು, ಹೋಟೆಲ್ ಗಳು, ಬಟ್ಟೆಗಳು, ಐಷಾರಾಮಿ ಜೀವನದ ಮೋಹ ಹೆಚ್ಚಾಗಿ ಮಧ್ಯಮ ವರ್ಗದವರ ಬದುಕು ದುಸ್ತರವಾಗಿದೆ. ಏಕೆಂದರೆ ಮಧ್ಯಮವರ್ಗದ ಮುಖಾಂತರ ಎಲ್ಲರಿಗೂ ಸಿಗುವ ಸೌಲಭ್ಯಗಳು ಮತ್ತು ಸುಖ ಸಂತೋಷಗಳು ಕಡಿಮೆಯಾಗಿ, ಅನಿಶ್ಚಿತತೆ ಹೆಚ್ಚಾಗಿದೆ. ಮನುಷ್ಯ ಸಂಬಂಧಗಳು ಸಹ ಬದಲಾಗುತ್ತಿವೆ. <box>36 244 313 760</box>
nppc-headline <box>753 1677 1158 1749</box>
author-name: ವಿವೇಕಾನಂದ.ಎಚ್.ಕೆ. <box>1221 905 1354 926</box>
drone-body-left-2: ಷರತ್ತುಗಳು: ಅಭ್ಯರ್ಥಿಯು ಎಸ್.ಎಸ್.ಎಲ್.ಸಿ ವಾರ್ಷಿಕ ಪರೀಕ್ಷೆಯಲ್ಲಿ ಉತ್ತೀರ್ಣರಾಗಿರಬೇಕು, ತರಬೇತಿ ಪಡೆಯಲು ಕನಿಷ್ಠ 18 ರಿಂದ ಗರಿಷ್ಠ ಪುರುಷರಿಗೆ 35 ವರ್ಷ ಹಾಗೂ ಮಹಿಳೆಯರಿಗೆ 40 ವರ್ಷ ವಯಸ್ಸಿನವರು ಆಗಿರಬೇಕು, ಅಭ್ಯರ್ಥಿಯ <box>22 2031 262 2128</box>
lead-column-3: ವಯಸ್ಸಿಗೇ ಕಾಡತೊಡಗಿವೆ.... ಈ ಎಲ್ಲದರ ಪರಿಣಾಮ ಮಧ್ಯಮ ವರ್ಗ ಎಷ್ಟು ಚಟುವಟಿಕೆಯಿಂದ, ಖುಷಿ ಖುಷಿಯಾಗಿ ಜೀವನೋತ್ಸಾಹದಿಂದ ಇರಬೇಕಿತ್ತೋ ಅಷ್ಟರ ಮಟ್ಟಿಗೆ ಇಲ್ಲ. ಯಾವಾಗ ನಾವು ಬದುಕಿನ ಬಗ್ಗೆ ಆತಂಕದಲ್ಲಿ ಇರುತ್ತೇವೆಯೋ ಆಗ ಸಹಜವಾಗಿ ಜೀವನೋತ್ಸಾಹ ಕಡಿಮೆಯಾಗುತ್ತದೆ. ಎಲ್ಲರೂ ಅಭದ್ರತೆಯ ಬಗ್ಗೆ ಮಾತನಾಡುತ್ತಾರೆ. ನೆಮ್ಮದಿಯನ್ನು ಕಳೆದುಕೊಂಡು ರೆಸ್ಟ್‌ಲೆಸ್ ಆಗುತ್ತಿದ್ದಾರೆ. <box>607 693 870 880</box>
man-portrait-illustration <box>255 2300 343 2390</box>
sidebar-divider <box>1171 1270 1450 1273</box>
lead-headline-banner <box>21 111 1446 222</box>
nppc-headline-line-2: ಪರಿಶೀಲನೆಗೆ ಹಾಜರಾಗಲು ಸೂಚನೆ <box>753 1717 1019 1745</box>
byline-triangle-icon <box>1180 2067 1189 2079</box>
